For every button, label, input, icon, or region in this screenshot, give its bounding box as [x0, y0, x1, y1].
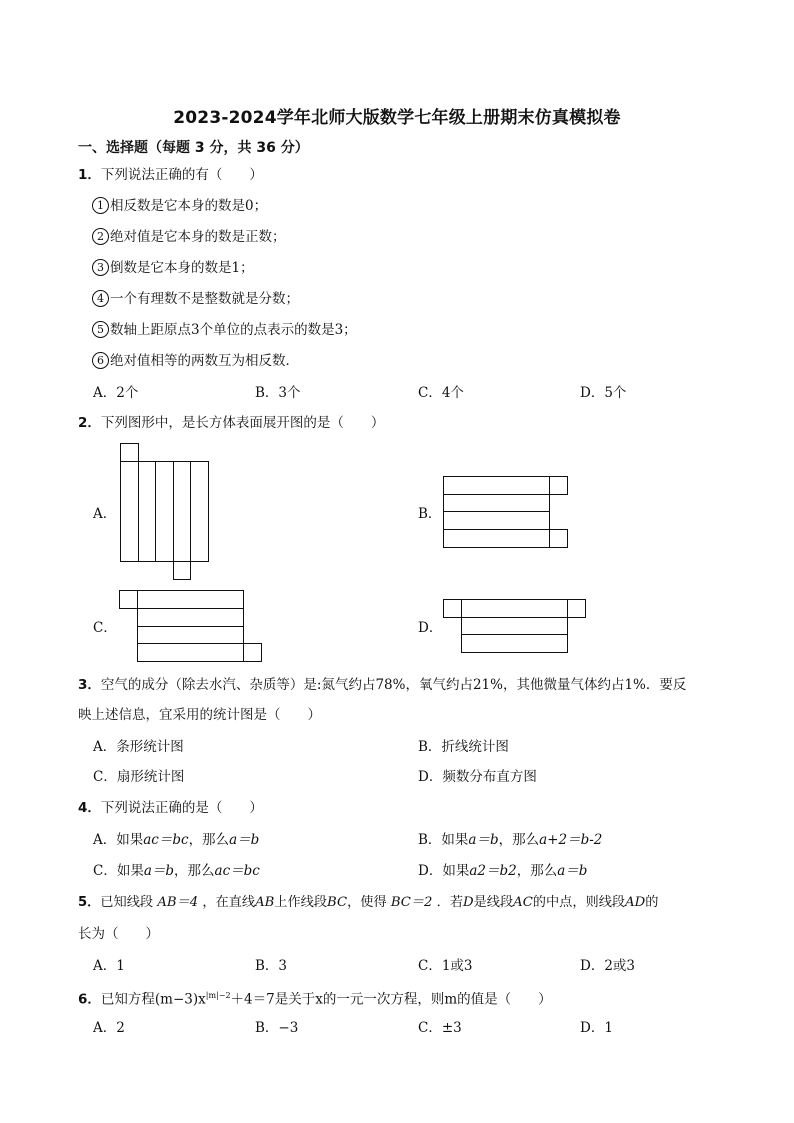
circled-number: 5 [92, 321, 109, 338]
question-2-stem [78, 414, 384, 432]
math-expression: ac＝bc [143, 832, 189, 848]
option-text: ，那么 [188, 832, 230, 848]
circled-number: 1 [92, 197, 109, 214]
option-c[interactable]: C．4个 [418, 385, 464, 401]
option-d[interactable]: D．频数分布直方图 [418, 769, 537, 785]
question-3-line-1 [78, 676, 686, 694]
net-figure-b [441, 474, 571, 552]
question-text: 已知方程(m−3)x [100, 991, 206, 1008]
question-text: ，使得 [347, 895, 391, 910]
figure-label-b[interactable]: B． [418, 506, 442, 522]
option-a[interactable] [93, 831, 259, 849]
option-a[interactable]: A．1 [93, 958, 125, 974]
statement-5 [92, 321, 357, 339]
statement-text: 绝对值相等的两数互为相反数． [110, 353, 299, 369]
statement-text: 数轴上距原点3个单位的点表示的数是3； [110, 322, 357, 338]
math-expression: BC＝2 [390, 895, 433, 910]
math-expression: AB＝4 [157, 895, 199, 910]
option-text: ，那么 [174, 863, 215, 879]
question-3-line-2: 映上述信息，宜采用的统计图是（ ） [78, 707, 321, 723]
option-a[interactable]: A．2 [93, 1020, 125, 1036]
statement-4 [92, 290, 299, 308]
figure-label-a[interactable]: A． [93, 506, 117, 522]
question-5-line-1 [78, 894, 658, 912]
statement-1 [92, 197, 267, 215]
question-text: 已知线段 [100, 895, 158, 910]
math-expression: a+2＝b-2 [539, 832, 603, 848]
question-text: 空气的成分（除去水汽、杂质等）是:氮气约占78%，氧气约占21%，其他微量气体约占1%．要反 [100, 677, 687, 693]
figure-label-c[interactable]: C． [93, 620, 117, 636]
question-text: ＋4＝7是关于x的一元一次方程，则m的值是（ ） [230, 991, 552, 1008]
question-text: ，在直线 [198, 895, 256, 910]
question-5-line-2: 长为（ ） [78, 926, 159, 942]
option-b[interactable]: B．3 [255, 958, 288, 974]
math-expression: AD [625, 895, 646, 910]
exponent: |m|−2 [205, 991, 231, 1000]
math-expression: a＝b [229, 832, 260, 848]
section-heading: 一、选择题（每题 3 分，共 36 分） [78, 140, 309, 156]
statement-2 [92, 228, 286, 246]
question-number: 1． [78, 167, 101, 183]
question-text: 上作线段 [274, 895, 328, 910]
circled-number: 2 [92, 228, 109, 245]
option-b[interactable] [418, 831, 602, 849]
question-6-stem [78, 987, 552, 1009]
circled-number: 3 [92, 259, 109, 276]
circled-number: 6 [92, 352, 109, 369]
option-a[interactable]: A．条形统计图 [93, 739, 184, 755]
question-number: 6． [78, 991, 101, 1008]
option-c[interactable]: C．1或3 [418, 958, 473, 974]
net-figure-c [117, 588, 265, 666]
math-expression: BC [327, 895, 348, 910]
option-d[interactable]: D．1 [580, 1020, 613, 1036]
option-b[interactable]: B．3个 [255, 385, 301, 401]
question-text: 下列说法正确的有（ ） [100, 167, 263, 183]
question-text: ．若 [432, 895, 464, 910]
question-text: 下列说法正确的是（ ） [100, 800, 263, 816]
math-expression: AC [513, 895, 533, 910]
math-expression: a＝b [143, 863, 175, 879]
question-text: 的中点，则线段 [532, 895, 626, 910]
circled-number: 4 [92, 290, 109, 307]
math-expression: a＝b [557, 863, 588, 879]
option-text: D．如果 [418, 863, 470, 879]
option-text: ，那么 [516, 863, 558, 879]
question-number: 5． [78, 895, 101, 910]
question-number: 2． [78, 415, 101, 431]
statement-text: 倒数是它本身的数是1； [110, 260, 254, 276]
math-expression: AB [255, 895, 275, 910]
page-title: 2023-2024学年北师大版数学七年级上册期末仿真模拟卷 [173, 108, 621, 128]
math-expression: a＝b [468, 832, 499, 848]
question-4-stem [78, 799, 263, 817]
option-c[interactable] [93, 862, 260, 880]
question-text: 是线段 [473, 895, 514, 910]
option-text: A．如果 [93, 832, 144, 848]
figure-label-d[interactable]: D． [418, 620, 443, 636]
option-d[interactable]: D．2或3 [580, 958, 636, 974]
statement-6 [92, 352, 299, 370]
math-expression: D [463, 895, 474, 910]
option-text: C．如果 [93, 863, 144, 879]
statement-text: 相反数是它本身的数是0； [110, 198, 268, 214]
math-expression: ac＝bc [214, 863, 260, 879]
option-b[interactable]: B．−3 [255, 1020, 299, 1036]
option-text: ，那么 [498, 832, 540, 848]
statement-text: 绝对值是它本身的数是正数； [110, 229, 286, 245]
option-d[interactable] [418, 862, 587, 880]
option-c[interactable]: C．扇形统计图 [93, 769, 185, 785]
option-b[interactable]: B．折线统计图 [418, 739, 509, 755]
option-c[interactable]: C．±3 [418, 1020, 462, 1036]
question-text: 下列图形中，是长方体表面展开图的是（ ） [100, 415, 385, 431]
question-1-stem [78, 166, 263, 184]
option-a[interactable]: A．2个 [93, 385, 139, 401]
question-number: 4． [78, 800, 101, 816]
net-figure-d [441, 597, 591, 657]
question-number: 3． [78, 677, 101, 693]
math-expression: a2＝b2 [469, 863, 517, 879]
statement-text: 一个有理数不是整数就是分数； [110, 291, 299, 307]
statement-3 [92, 259, 254, 277]
option-text: B．如果 [418, 832, 469, 848]
net-figure-a [118, 441, 212, 583]
question-text: 的 [645, 895, 659, 910]
option-d[interactable]: D．5个 [580, 385, 627, 401]
